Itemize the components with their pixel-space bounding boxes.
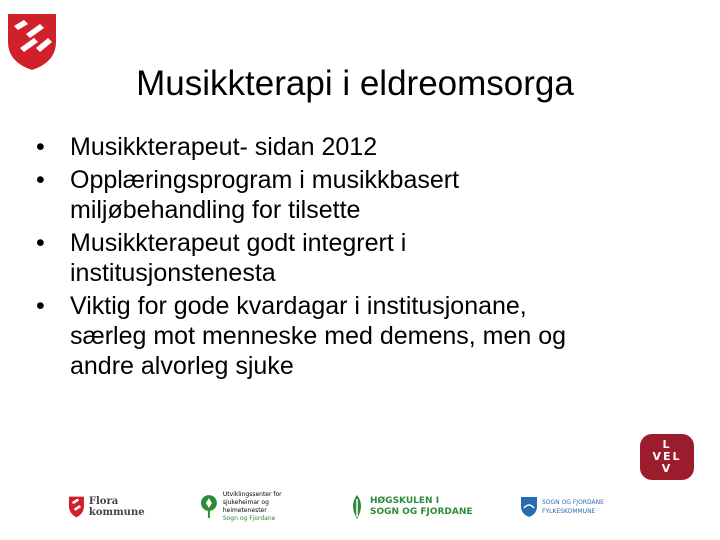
- lvel-badge-row: V: [661, 462, 673, 475]
- utviklingssenter-text: Utviklingssenter for: [222, 491, 282, 498]
- hogskulen-logo: [348, 488, 488, 526]
- bullet-list: [36, 132, 656, 384]
- bullet-marker: •: [36, 292, 45, 320]
- fylkeskommune-text: SOGN OG FJORDANE: [542, 499, 604, 506]
- bullet-item: [36, 228, 656, 288]
- bullet-line: andre alvorleg sjuke: [70, 352, 294, 380]
- bullet-line: Musikkterapeut godt integrert i: [70, 229, 407, 257]
- bullet-line: Viktig for gode kvardagar i institusjonane,: [70, 292, 527, 320]
- slide-title: Musikkterapi i eldreomsorga: [136, 64, 574, 103]
- bullet-line: institusjonstenesta: [70, 259, 276, 287]
- bullet-marker: •: [36, 133, 45, 161]
- bullet-marker: •: [36, 229, 45, 257]
- flora-kommune-text: Flora kommune: [88, 496, 145, 518]
- lvel-badge-row: L: [662, 438, 672, 451]
- bullet-line: Musikkterapeut- sidan 2012: [70, 133, 378, 161]
- fylkeskommune-logo: [520, 488, 624, 526]
- bullet-item: [36, 291, 656, 381]
- hogskulen-text: SOGN OG FJORDANE: [370, 507, 473, 517]
- lvel-badge-row: VEL: [652, 450, 682, 463]
- leaf-icon: [348, 493, 366, 521]
- bullet-line: særleg mot menneske med demens, men og: [70, 322, 567, 350]
- fylke-shield-icon: [520, 496, 538, 518]
- flora-kommune-logo: [68, 488, 172, 526]
- bullet-line: miljøbehandling for tilsette: [70, 196, 361, 224]
- bullet-line: Opplæringsprogram i musikkbasert: [70, 166, 460, 194]
- hogskulen-text: HØGSKULEN I: [370, 496, 440, 506]
- flora-crest-small-icon: [68, 495, 85, 519]
- fylkeskommune-text: FYLKESKOMMUNE: [542, 508, 596, 515]
- bullet-marker: •: [36, 166, 45, 194]
- flower-icon: [198, 494, 220, 520]
- partner-logo-bar: [64, 488, 626, 526]
- utviklingssenter-logo: [198, 488, 314, 526]
- utviklingssenter-text: sjukeheimar og heimetenester: [222, 499, 269, 514]
- bullet-item: [36, 165, 656, 225]
- lvel-badge: [640, 434, 694, 480]
- utviklingssenter-text: Sogn og Fjordane: [222, 515, 276, 522]
- bullet-item: [36, 132, 656, 162]
